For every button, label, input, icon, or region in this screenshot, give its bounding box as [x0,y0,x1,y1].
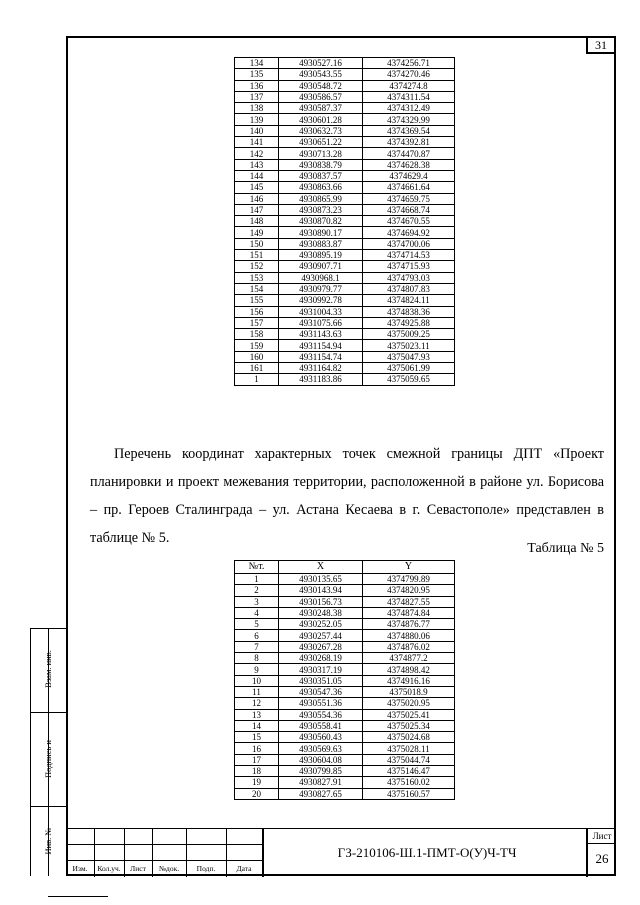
x-coordinate: 4930713.28 [279,148,363,159]
point-number: 151 [235,250,279,261]
table-row [235,585,455,596]
y-coordinate: 4374668.74 [363,204,455,215]
y-coordinate: 4374715.93 [363,261,455,272]
y-coordinate: 4374392.81 [363,137,455,148]
x-coordinate: 4930865.99 [279,193,363,204]
y-coordinate: 4374311.54 [363,91,455,102]
y-coordinate: 4375160.02 [363,777,455,788]
stamp-label-list: Лист [130,864,146,873]
y-coordinate: 4374916.16 [363,675,455,686]
point-number: 150 [235,238,279,249]
y-coordinate: 4375020.95 [363,698,455,709]
y-coordinate: 4375023.11 [363,340,455,351]
point-number: 148 [235,216,279,227]
y-coordinate: 4374312.49 [363,103,455,114]
point-number: 156 [235,306,279,317]
bottom-rule [48,896,108,897]
point-number: 3 [235,596,279,607]
y-coordinate: 4375018.9 [363,686,455,697]
table-row [235,607,455,618]
point-number: 10 [235,675,279,686]
y-coordinate: 4374925.88 [363,317,455,328]
y-coordinate: 4375059.65 [363,374,455,385]
document-code: ГЗ-210106-Ш.1-ПМТ-О(У)Ч-ТЧ [262,828,590,877]
x-coordinate: 4930267.28 [279,641,363,652]
point-number: 2 [235,585,279,596]
y-coordinate: 4374670.55 [363,216,455,227]
x-coordinate: 4930543.55 [279,69,363,80]
y-coordinate: 4374270.46 [363,69,455,80]
point-number: 159 [235,340,279,351]
point-number: 18 [235,766,279,777]
point-number: 5 [235,619,279,630]
table-row [235,574,455,585]
point-number: 154 [235,283,279,294]
col-header-number: №т. [235,561,279,574]
table-row [235,641,455,652]
y-coordinate: 4374838.36 [363,306,455,317]
x-coordinate: 4930317.19 [279,664,363,675]
point-number: 6 [235,630,279,641]
x-coordinate: 4930837.57 [279,170,363,181]
table-row [235,653,455,664]
x-coordinate: 4930863.66 [279,182,363,193]
point-number: 141 [235,137,279,148]
table-row [235,103,455,114]
col-header-y: Y [363,561,455,574]
point-number: 8 [235,653,279,664]
x-coordinate: 4930586.57 [279,91,363,102]
point-number: 146 [235,193,279,204]
point-number: 134 [235,58,279,69]
x-coordinate: 4930827.91 [279,777,363,788]
body-paragraph [90,440,604,552]
y-coordinate: 4374714.53 [363,250,455,261]
table-row [235,80,455,91]
x-coordinate: 4930351.05 [279,675,363,686]
table-row [235,351,455,362]
side-label-inv: Инв. № [43,827,53,855]
x-coordinate: 4930601.28 [279,114,363,125]
point-number: 157 [235,317,279,328]
x-coordinate: 4931143.63 [279,329,363,340]
point-number: 7 [235,641,279,652]
table-row [235,295,455,306]
x-coordinate: 4930268.19 [279,653,363,664]
table-row [235,698,455,709]
x-coordinate: 4930527.16 [279,58,363,69]
point-number: 14 [235,720,279,731]
table-row [235,91,455,102]
x-coordinate: 4930135.65 [279,574,363,585]
x-coordinate: 4931183.86 [279,374,363,385]
point-number: 4 [235,607,279,618]
x-coordinate: 4930551.36 [279,698,363,709]
point-number: 160 [235,351,279,362]
table-row [235,306,455,317]
point-number: 158 [235,329,279,340]
point-number: 149 [235,227,279,238]
x-coordinate: 4930827.65 [279,788,363,799]
x-coordinate: 4930992.78 [279,295,363,306]
point-number: 16 [235,743,279,754]
y-coordinate: 4374329.99 [363,114,455,125]
stamp-label-ndok: №док. [158,864,180,873]
x-coordinate: 4930604.08 [279,754,363,765]
y-coordinate: 4374880.06 [363,630,455,641]
table-row [235,272,455,283]
point-number: 12 [235,698,279,709]
y-coordinate: 4374629.4 [363,170,455,181]
x-coordinate: 4930979.77 [279,283,363,294]
point-number: 142 [235,148,279,159]
table-row [235,148,455,159]
point-number: 143 [235,159,279,170]
y-coordinate: 4375025.34 [363,720,455,731]
x-coordinate: 4930560.43 [279,732,363,743]
y-coordinate: 4374824.11 [363,295,455,306]
x-coordinate: 4930248.38 [279,607,363,618]
y-coordinate: 4374898.42 [363,664,455,675]
x-coordinate: 4930651.22 [279,137,363,148]
point-number: 1 [235,574,279,585]
y-coordinate: 4375024.68 [363,732,455,743]
x-coordinate: 4930156.73 [279,596,363,607]
point-number: 17 [235,754,279,765]
table-caption: Таблица № 5 [527,541,604,556]
x-coordinate: 4931154.74 [279,351,363,362]
y-coordinate: 4374793.03 [363,272,455,283]
table-row [235,766,455,777]
table-row [235,58,455,69]
table-row [235,630,455,641]
x-coordinate: 4930548.72 [279,80,363,91]
point-number: 147 [235,204,279,215]
table-row [235,204,455,215]
y-coordinate: 4374807.83 [363,283,455,294]
table-row [235,754,455,765]
y-coordinate: 4374628.38 [363,159,455,170]
y-coordinate: 4374470.87 [363,148,455,159]
x-coordinate: 4930252.05 [279,619,363,630]
y-coordinate: 4374877.2 [363,653,455,664]
x-coordinate: 4930632.73 [279,125,363,136]
x-coordinate: 4930547.36 [279,686,363,697]
x-coordinate: 4930558.41 [279,720,363,731]
x-coordinate: 4930838.79 [279,159,363,170]
x-coordinate: 4931004.33 [279,306,363,317]
sheet-number: 26 [595,851,609,866]
x-coordinate: 4930569.63 [279,743,363,754]
point-number: 13 [235,709,279,720]
table-row [235,329,455,340]
x-coordinate: 4930890.17 [279,227,363,238]
table-row [235,686,455,697]
paragraph-text: Перечень координат характерных точек смежной границы ДПТ «Проект планировки и проект межевания территории, расположенной в районе ул. Борисова – пр. Героев Сталинграда – ул. Астана Кесаева в г. Севастополе» представлен в таблице № 5. [90,446,604,546]
table-row [235,363,455,374]
x-coordinate: 4930907.71 [279,261,363,272]
table-row [235,317,455,328]
table-row [235,137,455,148]
point-number: 140 [235,125,279,136]
y-coordinate: 4374694.92 [363,227,455,238]
y-coordinate: 4374661.64 [363,182,455,193]
y-coordinate: 4374369.54 [363,125,455,136]
table-row [235,238,455,249]
point-number: 136 [235,80,279,91]
table-row [235,125,455,136]
table-row [235,182,455,193]
table-row [235,374,455,385]
y-coordinate: 4374827.55 [363,596,455,607]
table-row [235,664,455,675]
table-row [235,743,455,754]
point-number: 145 [235,182,279,193]
table-row [235,250,455,261]
table-row [235,619,455,630]
table-row [235,675,455,686]
table-row [235,216,455,227]
point-number: 19 [235,777,279,788]
stamp-label-kolvo: Кол.уч. [97,864,121,873]
y-coordinate: 4374820.95 [363,585,455,596]
table-row [235,283,455,294]
point-number: 144 [235,170,279,181]
x-coordinate: 4930587.37 [279,103,363,114]
y-coordinate: 4375146.47 [363,766,455,777]
point-number: 138 [235,103,279,114]
y-coordinate: 4374876.02 [363,641,455,652]
table-row [235,709,455,720]
table-row [235,170,455,181]
y-coordinate: 4375044.74 [363,754,455,765]
x-coordinate: 4930799.85 [279,766,363,777]
table-row [235,69,455,80]
point-number: 1 [235,374,279,385]
point-number: 20 [235,788,279,799]
y-coordinate: 4374874.84 [363,607,455,618]
y-coordinate: 4375061.99 [363,363,455,374]
col-header-x: X [279,561,363,574]
point-number: 161 [235,363,279,374]
point-number: 155 [235,295,279,306]
y-coordinate: 4375047.93 [363,351,455,362]
point-number: 137 [235,91,279,102]
y-coordinate: 4374274.8 [363,80,455,91]
x-coordinate: 4930143.94 [279,585,363,596]
y-coordinate: 4374799.89 [363,574,455,585]
x-coordinate: 4930873.23 [279,204,363,215]
point-number: 15 [235,732,279,743]
table-row [235,777,455,788]
table-row [235,114,455,125]
coordinates-table-5 [234,560,455,800]
point-number: 139 [235,114,279,125]
stamp-label-data: Дата [236,864,252,873]
x-coordinate: 4930895.19 [279,250,363,261]
sheet-box [586,828,616,877]
point-number: 9 [235,664,279,675]
table-row [235,227,455,238]
sheet-label: Лист [588,829,616,844]
x-coordinate: 4930257.44 [279,630,363,641]
table-row [235,340,455,351]
side-label-podpis: Подпись и [43,740,53,778]
y-coordinate: 4374876.77 [363,619,455,630]
table-row [235,720,455,731]
table-row [235,788,455,799]
side-label-vzam: Взам. инв. [43,650,53,688]
point-number: 152 [235,261,279,272]
y-coordinate: 4375009.25 [363,329,455,340]
table-row [235,193,455,204]
y-coordinate: 4375160.57 [363,788,455,799]
y-coordinate: 4374700.06 [363,238,455,249]
page-number: 31 [586,36,616,54]
table-row [235,159,455,170]
x-coordinate: 4930968.1 [279,272,363,283]
side-stamp [30,628,66,876]
table-row [235,261,455,272]
x-coordinate: 4930883.87 [279,238,363,249]
x-coordinate: 4931075.66 [279,317,363,328]
x-coordinate: 4930870.82 [279,216,363,227]
table-row [235,732,455,743]
y-coordinate: 4374659.75 [363,193,455,204]
title-block [66,828,616,876]
x-coordinate: 4930554.36 [279,709,363,720]
table-row [235,596,455,607]
x-coordinate: 4931164.82 [279,363,363,374]
x-coordinate: 4931154.94 [279,340,363,351]
y-coordinate: 4375028.11 [363,743,455,754]
point-number: 135 [235,69,279,80]
y-coordinate: 4374256.71 [363,58,455,69]
coordinates-table-continued [234,57,455,386]
point-number: 11 [235,686,279,697]
stamp-label-podp: Подп. [196,864,216,873]
stamp-label-izm: Изм. [72,864,88,873]
point-number: 153 [235,272,279,283]
y-coordinate: 4375025.41 [363,709,455,720]
